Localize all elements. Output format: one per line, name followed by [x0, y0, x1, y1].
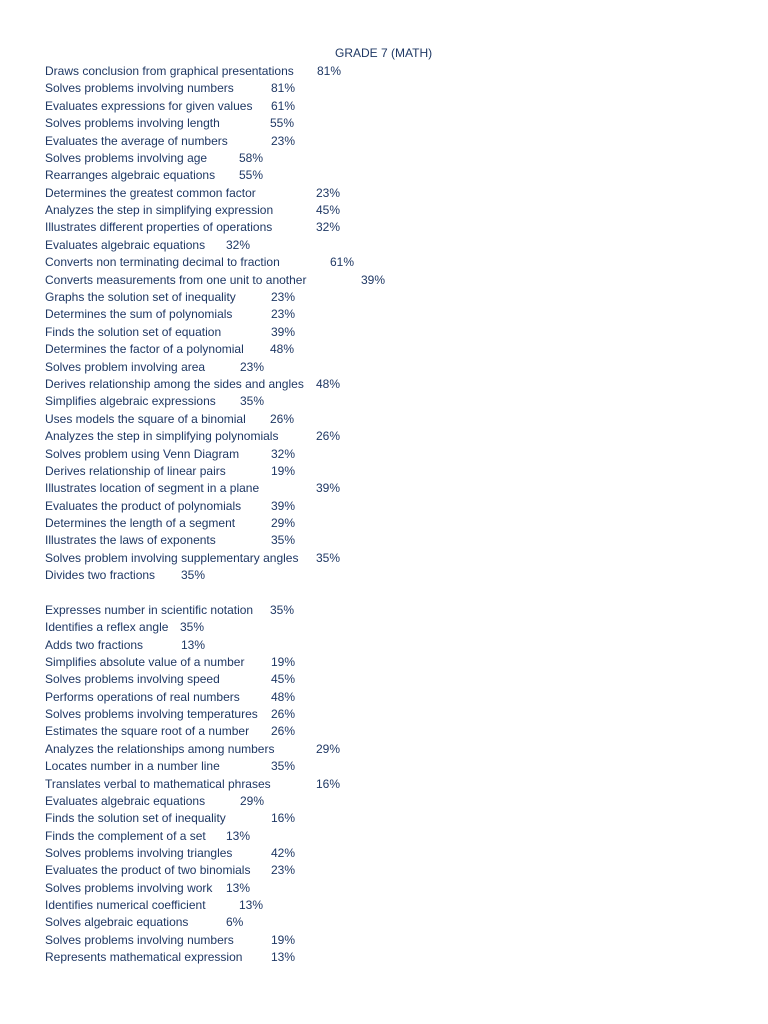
- competency-percent: 81%: [317, 64, 342, 78]
- competency-label: Identifies numerical coefficient: [45, 898, 206, 912]
- competency-label: Evaluates the average of numbers: [45, 134, 228, 148]
- competency-percent: 35%: [270, 603, 295, 617]
- competency-label: Solves problem involving supplementary angles: [45, 551, 299, 565]
- competency-percent: 45%: [316, 203, 341, 217]
- competency-label: Illustrates different properties of operations: [45, 220, 273, 234]
- competency-percent: 23%: [271, 290, 296, 304]
- competency-percent: 48%: [316, 377, 341, 391]
- competency-percent: 23%: [271, 307, 296, 321]
- competency-percent: 6%: [226, 915, 244, 929]
- competency-label: Represents mathematical expression: [45, 950, 243, 964]
- competency-percent: 13%: [271, 950, 296, 964]
- competency-percent: 61%: [271, 99, 296, 113]
- competency-percent: 23%: [240, 360, 265, 374]
- competency-label: Draws conclusion from graphical presentations: [45, 64, 294, 78]
- competency-percent: 19%: [271, 464, 296, 478]
- competency-percent: 19%: [271, 933, 296, 947]
- competency-label: Performs operations of real numbers: [45, 690, 240, 704]
- competency-percent: 13%: [239, 898, 264, 912]
- competency-label: Evaluates the product of two binomials: [45, 863, 251, 877]
- competency-label: Graphs the solution set of inequality: [45, 290, 236, 304]
- competency-label: Solves problems involving temperatures: [45, 707, 258, 721]
- competency-label: Solves problems involving length: [45, 116, 220, 130]
- competency-percent: 23%: [316, 186, 341, 200]
- competency-percent: 26%: [271, 724, 296, 738]
- competency-percent: 23%: [271, 863, 296, 877]
- competency-label: Evaluates algebraic equations: [45, 238, 206, 252]
- competency-label: Uses models the square of a binomial: [45, 412, 246, 426]
- competency-percent: 26%: [270, 412, 295, 426]
- competency-label: Rearranges algebraic equations: [45, 168, 216, 182]
- competency-label: Converts non terminating decimal to fraction: [45, 255, 280, 269]
- competency-percent: 23%: [271, 134, 296, 148]
- competency-percent: 39%: [316, 481, 341, 495]
- competency-label: Solves problems involving numbers: [45, 933, 234, 947]
- competency-label: Solves problem involving area: [45, 360, 206, 374]
- competency-percent: 39%: [271, 499, 296, 513]
- competency-percent: 13%: [181, 638, 206, 652]
- competency-percent: 35%: [316, 551, 341, 565]
- competency-label: Determines the factor of a polynomial: [45, 342, 244, 356]
- competency-label: Finds the solution set of inequality: [45, 811, 226, 825]
- competency-label: Determines the greatest common factor: [45, 186, 256, 200]
- competency-label: Solves problem using Venn Diagram: [45, 447, 240, 461]
- competency-percent: 61%: [330, 255, 355, 269]
- competency-label: Evaluates the product of polynomials: [45, 499, 242, 513]
- competency-label: Estimates the square root of a number: [45, 724, 250, 738]
- competency-percent: 16%: [271, 811, 296, 825]
- competency-percent: 29%: [316, 742, 341, 756]
- competency-label: Solves problems involving speed: [45, 672, 220, 686]
- competency-percent: 45%: [271, 672, 296, 686]
- competency-label: Adds two fractions: [45, 638, 144, 652]
- competency-label: Solves problems involving age: [45, 151, 208, 165]
- competency-percent: 55%: [270, 116, 295, 130]
- competency-percent: 81%: [271, 81, 296, 95]
- competency-label: Divides two fractions: [45, 568, 156, 582]
- competency-label: Analyzes the relationships among numbers: [45, 742, 275, 756]
- competency-label: Illustrates location of segment in a plane: [45, 481, 260, 495]
- competency-label: Determines the sum of polynomials: [45, 307, 233, 321]
- competency-percent: 19%: [271, 655, 296, 669]
- competency-percent: 13%: [226, 881, 251, 895]
- competency-label: Solves problems involving work: [45, 881, 213, 895]
- competency-percent: 13%: [226, 829, 251, 843]
- competency-label: Solves algebraic equations: [45, 915, 189, 929]
- competency-label: Solves problems involving numbers: [45, 81, 234, 95]
- competency-percent: 29%: [240, 794, 265, 808]
- competency-label: Solves problems involving triangles: [45, 846, 233, 860]
- competency-label: Determines the length of a segment: [45, 516, 236, 530]
- competency-percent: 26%: [271, 707, 296, 721]
- competency-label: Finds the solution set of equation: [45, 325, 222, 339]
- competency-label: Expresses number in scientific notation: [45, 603, 254, 617]
- competency-label: Finds the complement of a set: [45, 829, 206, 843]
- page-title: GRADE 7 (MATH): [335, 46, 433, 60]
- competency-label: Evaluates algebraic equations: [45, 794, 206, 808]
- competency-label: Locates number in a number line: [45, 759, 220, 773]
- competency-label: Identifies a reflex angle: [45, 620, 169, 634]
- competency-percent: 48%: [271, 690, 296, 704]
- competency-label: Analyzes the step in simplifying polynomials: [45, 429, 279, 443]
- competency-percent: 48%: [270, 342, 295, 356]
- competency-label: Converts measurements from one unit to another: [45, 273, 307, 287]
- competency-percent: 42%: [271, 846, 296, 860]
- competency-label: Translates verbal to mathematical phrases: [45, 777, 271, 791]
- competency-percent: 32%: [316, 220, 341, 234]
- competency-label: Derives relationship among the sides and angles: [45, 377, 304, 391]
- competency-percent: 29%: [271, 516, 296, 530]
- competency-label: Evaluates expressions for given values: [45, 99, 253, 113]
- competency-label: Simplifies algebraic expressions: [45, 394, 216, 408]
- competency-label: Simplifies absolute value of a number: [45, 655, 245, 669]
- competency-percent: 35%: [271, 759, 296, 773]
- competency-percent: 32%: [226, 238, 251, 252]
- competency-percent: 35%: [240, 394, 265, 408]
- competency-label: Analyzes the step in simplifying expression: [45, 203, 274, 217]
- competency-label: Derives relationship of linear pairs: [45, 464, 226, 478]
- competency-percent: 26%: [316, 429, 341, 443]
- competency-label: Illustrates the laws of exponents: [45, 533, 216, 547]
- competency-percent: 58%: [239, 151, 264, 165]
- competency-percent: 35%: [180, 620, 205, 634]
- competency-percent: 32%: [271, 447, 296, 461]
- competency-percent: 55%: [239, 168, 264, 182]
- competency-percent: 35%: [181, 568, 206, 582]
- competency-percent: 16%: [316, 777, 341, 791]
- competency-percent: 39%: [271, 325, 296, 339]
- competency-percent: 39%: [361, 273, 386, 287]
- competency-percent: 35%: [271, 533, 296, 547]
